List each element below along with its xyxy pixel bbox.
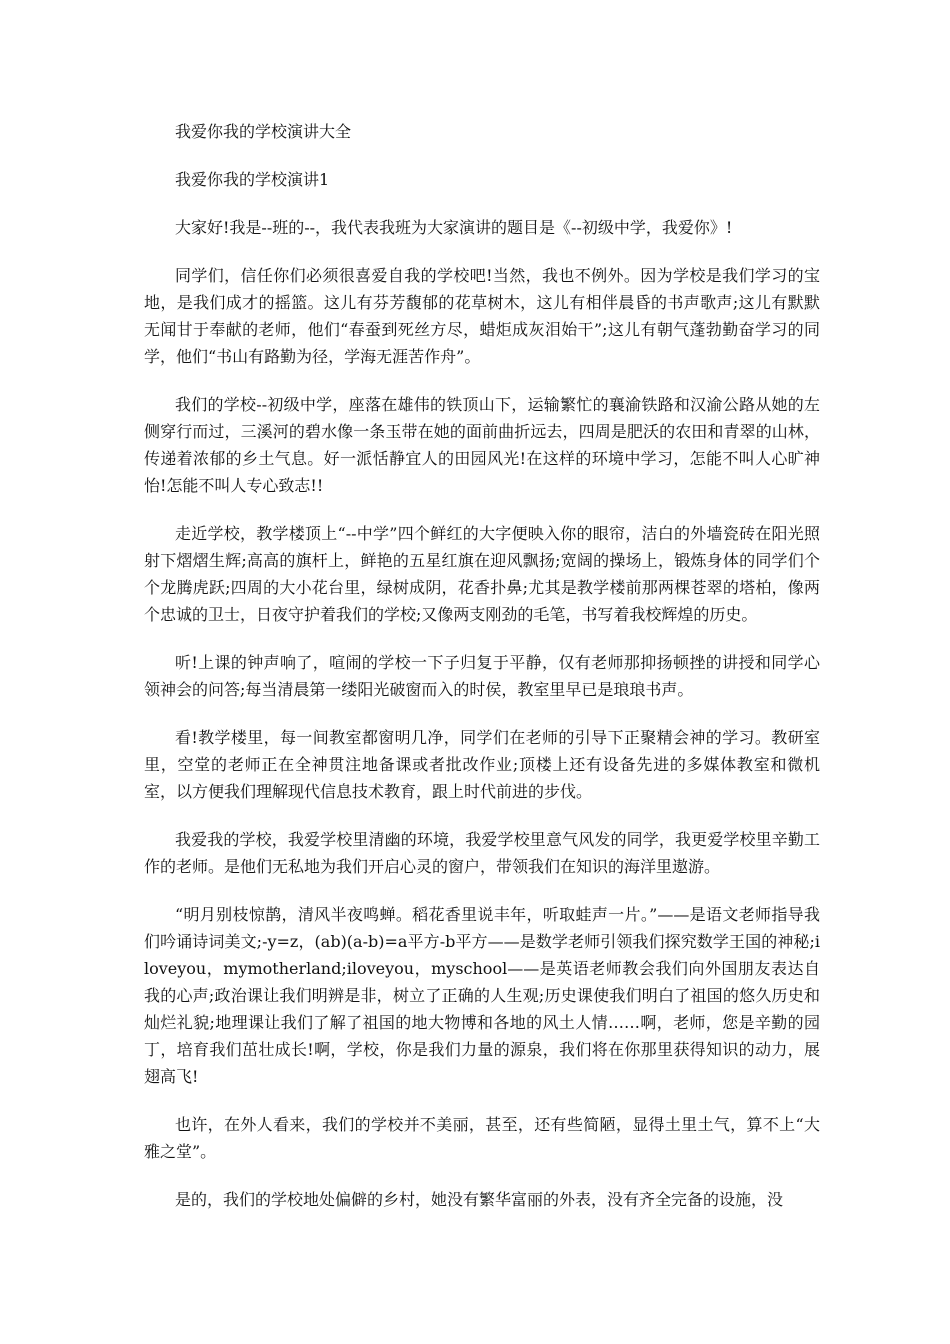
paragraph-class-bell: 听!上课的钟声响了，喧闹的学校一下子归复于平静，仅有老师那抑扬顿挫的讲授和同学心领神会的问答;每当清晨第一缕阳光破窗而入的时侯，教室里早已是琅琅书声。 <box>144 653 820 699</box>
paragraph-outsiders: 也许，在外人看来，我们的学校并不美丽，甚至，还有些简陋，显得土里土气，算不上“大雅之堂”。 <box>144 1115 820 1161</box>
paragraph-rural: 是的，我们的学校地处偏僻的乡村，她没有繁华富丽的外表，没有齐全完备的设施，没 <box>175 1190 784 1209</box>
paragraph-love-school: 我爱我的学校，我爱学校里清幽的环境，我爱学校里意气风发的同学，我更爱学校里辛勤工作的老师。是他们无私地为我们开启心灵的窗户，带领我们在知识的海洋里遨游。 <box>144 830 820 876</box>
document-body <box>144 118 820 1234</box>
document-title: 我爱你我的学校演讲大全 <box>175 122 352 141</box>
paragraph-location: 我们的学校--初级中学，座落在雄伟的铁顶山下，运输繁忙的襄渝铁路和汉渝公路从她的左侧穿行而过，三溪河的碧水像一条玉带在她的面前曲折远去，四周是肥沃的农田和青翠的山林，传递着浓郁的乡土气息。好一派恬静宜人的田园风光!在这样的环境中学习，怎能不叫人心旷神怡!怎能不叫人专心致志!! <box>144 395 820 495</box>
paragraph-intro: 同学们，信任你们必须很喜爱自我的学校吧!当然，我也不例外。因为学校是我们学习的宝地，是我们成才的摇篮。这儿有芬芳馥郁的花草树木，这儿有相伴晨昏的书声歌声;这儿有默默无闻甘于奉献的老师，他们“春蚕到死丝方尽，蜡炬成灰泪始干”;这儿有朝气蓬勃勤奋学习的同学，他们“书山有路勤为径，学海无涯苦作舟”。 <box>144 266 820 366</box>
paragraph-campus: 走近学校，教学楼顶上“--中学”四个鲜红的大字便映入你的眼帘，洁白的外墙瓷砖在阳光照射下熠熠生辉;高高的旗杆上，鲜艳的五星红旗在迎风飘扬;宽阔的操场上，锻炼身体的同学们个个龙腾虎跃;四周的大小花台里，绿树成阴，花香扑鼻;尤其是教学楼前那两棵苍翠的塔柏，像两个忠诚的卫士，日夜守护着我们的学校;又像两支刚劲的毛笔，书写着我校辉煌的历史。 <box>144 524 820 624</box>
paragraph-subjects: “明月别枝惊鹊，清风半夜鸣蝉。稻花香里说丰年，听取蛙声一片。”——是语文老师指导我们吟诵诗词美文;-y=z，(ab)(a-b)=a平方-b平方——是数学老师引领我们探究数学王国的神秘;iloveyou，mymotherland;iloveyou，myschool——是英语老师教会我们向外国朋友表达自我的心声;政治课让我们明辨是非，树立了正确的人生观;历史课使我们明白了祖国的悠久历史和灿烂礼貌;地理课让我们了解了祖国的地大物博和各地的风土人情……啊，老师，您是辛勤的园丁，培育我们茁壮成长!啊，学校，你是我们力量的源泉，我们将在你那里获得知识的动力，展翅高飞! <box>144 905 820 1086</box>
document-subtitle: 我爱你我的学校演讲1 <box>175 170 330 189</box>
paragraph-classrooms: 看!教学楼里，每一间教室都窗明几净，同学们在老师的引导下正聚精会神的学习。教研室里，空堂的老师正在全神贯注地备课或者批改作业;顶楼上还有设备先进的多媒体教室和微机室，以方便我们理解现代信息技术教育，跟上时代前进的步伐。 <box>144 728 820 801</box>
paragraph-greeting: 大家好!我是--班的--，我代表我班为大家演讲的题目是《--初级中学，我爱你》! <box>175 218 733 237</box>
